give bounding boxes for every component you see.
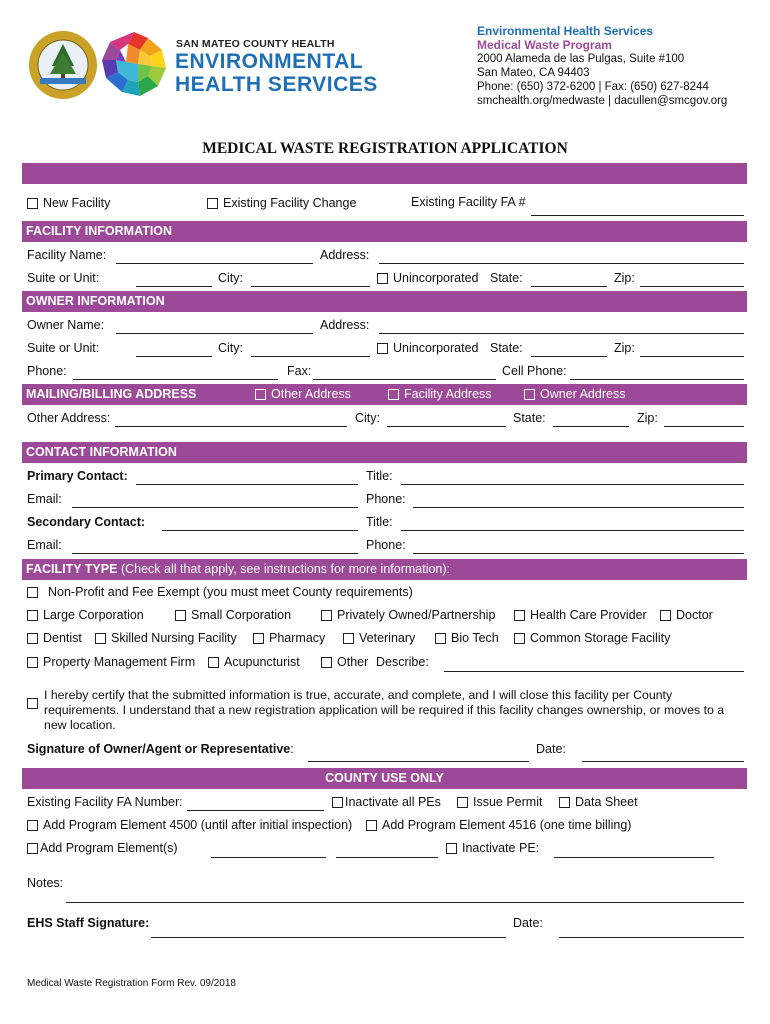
new-facility-label: New Facility xyxy=(43,196,111,210)
facility-address-field[interactable] xyxy=(379,263,744,264)
pharmacy-label: Pharmacy xyxy=(269,631,326,645)
new-facility-checkbox[interactable] xyxy=(27,198,38,209)
facility-city-field[interactable] xyxy=(251,286,370,287)
primary-email-field[interactable] xyxy=(72,507,358,508)
describe-field[interactable] xyxy=(444,671,744,672)
county-seal xyxy=(28,30,98,100)
footer-revision: Medical Waste Registration Form Rev. 09/2018 xyxy=(27,978,236,989)
add-pe-label: Add Program Element(s) xyxy=(40,841,178,855)
facility-unincorporated-checkbox[interactable] xyxy=(377,273,388,284)
large-corp-option[interactable] xyxy=(27,608,144,622)
facility-suite-field[interactable] xyxy=(136,286,212,287)
signature-field[interactable] xyxy=(308,761,529,762)
inactivate-all-option[interactable] xyxy=(332,795,441,809)
certify-line-3: new location. xyxy=(44,718,116,732)
dept-name: Environmental Health Services xyxy=(477,24,654,38)
owner-zip-field[interactable] xyxy=(640,356,744,357)
vet-option[interactable] xyxy=(343,631,415,645)
staff-signature-field[interactable] xyxy=(151,937,506,938)
common-storage-checkbox[interactable] xyxy=(514,633,525,644)
mailing-facility-checkbox[interactable] xyxy=(388,389,399,400)
private-label: Privately Owned/Partnership xyxy=(337,608,496,622)
small-corp-label: Small Corporation xyxy=(191,608,292,622)
inactivate-pe-label: Inactivate PE: xyxy=(462,841,540,855)
data-sheet-option[interactable] xyxy=(559,795,638,809)
hcp-checkbox[interactable] xyxy=(514,610,525,621)
program-name: Medical Waste Program xyxy=(477,38,612,52)
secondary-title-label: Title: xyxy=(366,515,393,529)
mailing-state-field[interactable] xyxy=(553,426,629,427)
owner-address-field[interactable] xyxy=(379,333,744,334)
staff-signature-label: EHS Staff Signature: xyxy=(27,916,150,930)
facility-type-heading-label: FACILITY TYPE xyxy=(26,562,118,576)
dentist-label: Dentist xyxy=(43,631,82,645)
pe4500-label: Add Program Element 4500 (until after initial inspection) xyxy=(43,818,353,832)
owner-unincorporated-label: Unincorporated xyxy=(393,341,479,355)
mailing-owner-option[interactable] xyxy=(524,384,625,405)
issue-permit-label: Issue Permit xyxy=(473,795,543,809)
facility-suite-label: Suite or Unit: xyxy=(27,271,100,285)
primary-title-label: Title: xyxy=(366,469,393,483)
acupuncturist-label: Acupuncturist xyxy=(224,655,300,669)
county-fa-label: Existing Facility FA Number: xyxy=(27,795,183,809)
owner-unincorporated-checkbox[interactable] xyxy=(377,343,388,354)
doctor-label: Doctor xyxy=(676,608,713,622)
mailing-other-label: Other Address xyxy=(271,387,351,401)
owner-name-label: Owner Name: xyxy=(27,318,105,332)
large-corp-label: Large Corporation xyxy=(43,608,144,622)
other-type-checkbox[interactable] xyxy=(321,657,332,668)
pharmacy-checkbox[interactable] xyxy=(253,633,264,644)
pe4500-option[interactable] xyxy=(27,818,352,832)
dentist-option[interactable] xyxy=(27,631,82,645)
web-email[interactable]: smchealth.org/medwaste | dacullen@smcgov.org xyxy=(477,95,728,107)
other-address-field[interactable] xyxy=(115,426,347,427)
mailing-zip-label: Zip: xyxy=(637,411,658,425)
pe4516-label: Add Program Element 4516 (one time billing) xyxy=(382,818,632,832)
facility-state-field[interactable] xyxy=(531,286,607,287)
address-line-2: San Mateo, CA 94403 xyxy=(477,67,590,79)
inactivate-all-label: Inactivate all PEs xyxy=(345,795,441,809)
facility-zip-label: Zip: xyxy=(614,271,635,285)
owner-state-field[interactable] xyxy=(531,356,607,357)
facility-address-label: Address: xyxy=(320,248,370,262)
owner-cell-label: Cell Phone: xyxy=(502,364,567,378)
hcp-option[interactable] xyxy=(514,608,647,622)
acupuncturist-option[interactable] xyxy=(208,655,300,669)
new-facility-option[interactable] xyxy=(27,196,110,210)
facility-unincorporated-label: Unincorporated xyxy=(393,271,479,285)
existing-change-label: Existing Facility Change xyxy=(223,196,357,210)
certify-date-label: Date: xyxy=(536,742,566,756)
pmf-checkbox[interactable] xyxy=(27,657,38,668)
issue-permit-option[interactable] xyxy=(457,795,542,809)
mailing-facility-label: Facility Address xyxy=(404,387,492,401)
owner-address-label: Address: xyxy=(320,318,370,332)
pmf-option[interactable] xyxy=(27,655,195,669)
signature-label-text: Signature of Owner/Agent or Representative xyxy=(27,742,291,756)
notes-label: Notes: xyxy=(27,876,64,890)
snf-checkbox[interactable] xyxy=(95,633,106,644)
county-use-heading: COUNTY USE ONLY xyxy=(22,768,747,789)
mailing-owner-label: Owner Address xyxy=(540,387,626,401)
inactivate-all-checkbox[interactable] xyxy=(332,797,343,808)
facility-name-field[interactable] xyxy=(116,263,313,264)
address-line-1: 2000 Alameda de las Pulgas, Suite #100 xyxy=(477,53,685,65)
acupuncturist-checkbox[interactable] xyxy=(208,657,219,668)
org-big-name-1: ENVIRONMENTAL xyxy=(175,50,364,73)
data-sheet-checkbox[interactable] xyxy=(559,797,570,808)
certify-date-field[interactable] xyxy=(582,761,744,762)
certify-checkbox[interactable] xyxy=(27,698,38,709)
describe-label: Describe: xyxy=(376,655,429,669)
primary-phone-field[interactable] xyxy=(413,507,744,508)
staff-date-label: Date: xyxy=(513,916,543,930)
hcp-label: Health Care Provider xyxy=(530,608,647,622)
issue-permit-checkbox[interactable] xyxy=(457,797,468,808)
add-pe-option[interactable] xyxy=(27,841,178,855)
add-pe-field-1[interactable] xyxy=(211,857,326,858)
mailing-zip-field[interactable] xyxy=(664,426,744,427)
org-big-name-2: HEALTH SERVICES xyxy=(175,73,378,96)
facility-unincorporated-option[interactable] xyxy=(377,271,478,285)
mailing-state-label: State: xyxy=(513,411,546,425)
owner-name-field[interactable] xyxy=(116,333,313,334)
nonprofit-option[interactable] xyxy=(27,585,413,599)
signature-label xyxy=(27,742,294,756)
owner-fax-label: Fax: xyxy=(287,364,312,378)
owner-phone-field[interactable] xyxy=(73,379,278,380)
owner-city-field[interactable] xyxy=(251,356,370,357)
mailing-owner-checkbox[interactable] xyxy=(524,389,535,400)
ehs-mosaic-logo xyxy=(100,30,168,100)
common-storage-label: Common Storage Facility xyxy=(530,631,671,645)
owner-zip-label: Zip: xyxy=(614,341,635,355)
large-corp-checkbox[interactable] xyxy=(27,610,38,621)
existing-change-option[interactable] xyxy=(207,196,356,210)
secondary-email-field[interactable] xyxy=(72,553,358,554)
owner-city-label: City: xyxy=(218,341,243,355)
org-small-name: SAN MATEO COUNTY HEALTH xyxy=(176,38,335,50)
inactivate-pe-option[interactable] xyxy=(446,841,539,855)
pe4516-checkbox[interactable] xyxy=(366,820,377,831)
nonprofit-label: Non-Profit and Fee Exempt (you must meet County requirements) xyxy=(48,585,413,599)
secondary-contact-label: Secondary Contact: xyxy=(27,515,146,529)
existing-fa-label: Existing Facility FA # xyxy=(411,195,526,209)
doctor-checkbox[interactable] xyxy=(660,610,671,621)
common-storage-option[interactable] xyxy=(514,631,670,645)
pe4516-option[interactable] xyxy=(366,818,631,832)
facility-name-label: Facility Name: xyxy=(27,248,107,262)
nonprofit-checkbox[interactable] xyxy=(27,587,38,598)
owner-state-label: State: xyxy=(490,341,523,355)
mailing-city-field[interactable] xyxy=(387,426,506,427)
form-title: MEDICAL WASTE REGISTRATION APPLICATION xyxy=(202,140,568,157)
existing-fa-field[interactable] xyxy=(531,215,744,216)
pe4500-checkbox[interactable] xyxy=(27,820,38,831)
mailing-facility-option[interactable] xyxy=(388,384,492,405)
add-pe-checkbox[interactable] xyxy=(27,843,38,854)
primary-phone-label: Phone: xyxy=(366,492,406,506)
primary-email-label: Email: xyxy=(27,492,62,506)
facility-city-label: City: xyxy=(218,271,243,285)
owner-unincorporated-option[interactable] xyxy=(377,341,478,355)
secondary-email-label: Email: xyxy=(27,538,62,552)
data-sheet-label: Data Sheet xyxy=(575,795,638,809)
doctor-option[interactable] xyxy=(660,608,713,622)
mailing-other-checkbox[interactable] xyxy=(255,389,266,400)
pharmacy-option[interactable] xyxy=(253,631,325,645)
facility-zip-field[interactable] xyxy=(640,286,744,287)
primary-contact-field[interactable] xyxy=(136,484,358,485)
inactivate-pe-checkbox[interactable] xyxy=(446,843,457,854)
mailing-heading-label: MAILING/BILLING ADDRESS xyxy=(26,387,197,401)
pmf-label: Property Management Firm xyxy=(43,655,196,669)
existing-change-checkbox[interactable] xyxy=(207,198,218,209)
mailing-city-label: City: xyxy=(355,411,380,425)
certify-line-2: requirements. I understand that a new registration application will be required if this facility changes ownership, or moves to a xyxy=(44,703,725,717)
owner-phone-label: Phone: xyxy=(27,364,67,378)
private-checkbox[interactable] xyxy=(321,610,332,621)
inactivate-pe-field[interactable] xyxy=(554,857,714,858)
staff-date-field[interactable] xyxy=(559,937,744,938)
owner-suite-field[interactable] xyxy=(136,356,212,357)
primary-title-field[interactable] xyxy=(401,484,744,485)
small-corp-option[interactable] xyxy=(175,608,291,622)
other-type-option[interactable] xyxy=(321,655,368,669)
biotech-checkbox[interactable] xyxy=(435,633,446,644)
facility-info-heading: FACILITY INFORMATION xyxy=(22,221,747,242)
facility-type-heading xyxy=(22,559,747,580)
phone-fax: Phone: (650) 372-6200 | Fax: (650) 627-8244 xyxy=(477,81,709,93)
secondary-contact-field[interactable] xyxy=(162,530,358,531)
secondary-phone-label: Phone: xyxy=(366,538,406,552)
signature-colon: : xyxy=(290,742,294,756)
facility-state-label: State: xyxy=(490,271,523,285)
add-pe-field-2[interactable] xyxy=(336,857,438,858)
biotech-option[interactable] xyxy=(435,631,499,645)
vet-checkbox[interactable] xyxy=(343,633,354,644)
title-divider-bar xyxy=(22,163,747,184)
certify-line-1: I hereby certify that the submitted information is true, accurate, and complete, and I will close this facility per County xyxy=(44,688,673,702)
other-type-label: Other xyxy=(337,655,369,669)
county-fa-field[interactable] xyxy=(187,810,324,811)
secondary-title-field[interactable] xyxy=(401,530,744,531)
mailing-other-option[interactable] xyxy=(255,384,351,405)
contact-info-heading: CONTACT INFORMATION xyxy=(22,442,747,463)
notes-field[interactable] xyxy=(66,902,744,903)
owner-info-heading: OWNER INFORMATION xyxy=(22,291,747,312)
owner-cell-field[interactable] xyxy=(570,379,744,380)
biotech-label: Bio Tech xyxy=(451,631,499,645)
other-address-label: Other Address: xyxy=(27,411,111,425)
vet-label: Veterinary xyxy=(359,631,416,645)
snf-label: Skilled Nursing Facility xyxy=(111,631,237,645)
facility-type-note: (Check all that apply, see instructions for more information): xyxy=(120,562,451,576)
secondary-phone-field[interactable] xyxy=(413,553,744,554)
owner-fax-field[interactable] xyxy=(313,379,496,380)
dentist-checkbox[interactable] xyxy=(27,633,38,644)
snf-option[interactable] xyxy=(95,631,237,645)
small-corp-checkbox[interactable] xyxy=(175,610,186,621)
mailing-heading xyxy=(22,384,747,405)
primary-contact-label: Primary Contact: xyxy=(27,469,128,483)
owner-suite-label: Suite or Unit: xyxy=(27,341,100,355)
private-option[interactable] xyxy=(321,608,495,622)
